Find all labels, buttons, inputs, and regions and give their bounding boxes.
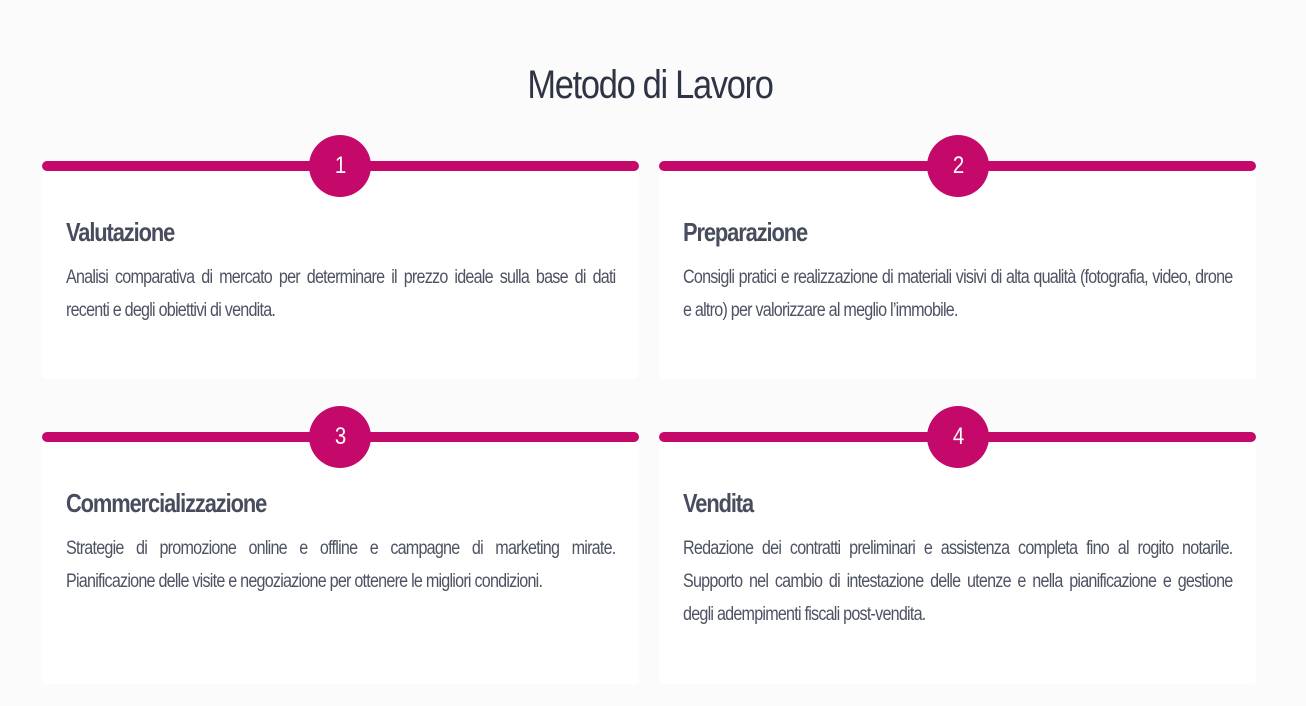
- step-description: Consigli pratici e realizzazione di materiali visivi di alta qualità (fotografia, video, drone e altro) per valorizzare al meglio l’immobile.: [683, 267, 1233, 321]
- step-description: Strategie di promozione online e offline e campagne di marketing mirate. Pianificazione delle visite e negoziazione per ottenere le migliori condizioni.: [66, 538, 616, 592]
- step-description: Analisi comparativa di mercato per determinare il prezzo ideale sulla base di dati recenti e degli obiettivi di vendita.: [66, 267, 616, 321]
- step-number-badge: [309, 406, 371, 468]
- step-number-badge: [927, 135, 989, 197]
- step-title: Vendita: [683, 488, 754, 518]
- step-number-badge: [309, 135, 371, 197]
- page-title: Metodo di Lavoro: [527, 62, 773, 107]
- step-title: Commercializzazione: [66, 488, 267, 518]
- step-number-badge: [927, 406, 989, 468]
- step-number: 1: [334, 152, 346, 179]
- step-number: 2: [952, 152, 964, 179]
- step-title: Valutazione: [66, 217, 175, 247]
- step-number: 4: [952, 423, 964, 450]
- step-title: Preparazione: [683, 217, 808, 247]
- step-description: Redazione dei contratti preliminari e assistenza completa fino al rogito notarile. Supporto nel cambio di intestazione delle utenze e nella pianificazione e gestione degli adempimenti fiscali post-vendita.: [683, 538, 1233, 625]
- step-number: 3: [334, 423, 346, 450]
